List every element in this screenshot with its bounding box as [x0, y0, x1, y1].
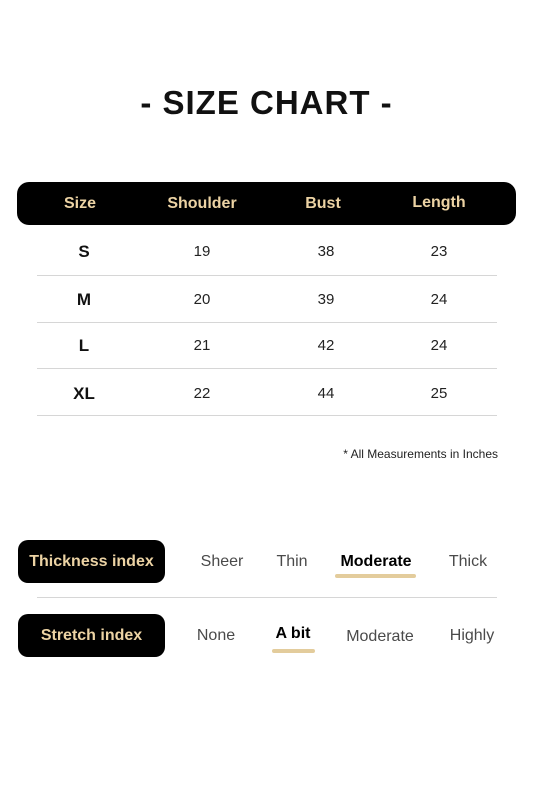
cell-shoulder: 21 — [193, 337, 211, 354]
cell-shoulder: 22 — [193, 385, 211, 402]
row-divider — [37, 368, 497, 369]
cell-size: M — [76, 290, 92, 309]
table-header — [17, 182, 516, 225]
cell-length: 24 — [430, 337, 448, 354]
header-shoulder: Shoulder — [167, 195, 237, 212]
stretch-option-a-bit: A bit — [275, 625, 311, 642]
thickness-option-thick: Thick — [448, 553, 488, 570]
thickness-option-thin: Thin — [276, 553, 308, 570]
cell-bust: 38 — [317, 243, 335, 260]
header-size: Size — [63, 195, 96, 212]
cell-size: L — [78, 336, 90, 355]
cell-bust: 39 — [317, 291, 335, 308]
thickness-option-moderate: Moderate — [340, 553, 412, 570]
page-title: - SIZE CHART - — [140, 84, 393, 121]
table-row — [37, 370, 497, 417]
cell-shoulder: 19 — [193, 243, 211, 260]
cell-length: 24 — [430, 291, 448, 308]
table-row — [37, 228, 497, 275]
table-row — [37, 276, 497, 323]
measurement-note: * All Measurements in Inches — [343, 447, 498, 461]
cell-size: XL — [73, 384, 95, 403]
stretch-selected-underline — [272, 649, 315, 653]
thickness-selected-underline — [335, 574, 416, 578]
cell-length: 25 — [430, 385, 448, 402]
thickness-option-sheer: Sheer — [200, 553, 244, 570]
cell-bust: 44 — [317, 385, 335, 402]
header-bust: Bust — [305, 195, 341, 212]
header-length: Length — [412, 194, 466, 211]
cell-shoulder: 20 — [193, 291, 211, 308]
stretch-option-moderate: Moderate — [346, 628, 414, 645]
section-divider — [37, 597, 497, 598]
thickness-index-label: Thickness index — [18, 540, 165, 583]
cell-bust: 42 — [317, 337, 335, 354]
cell-size: S — [78, 242, 90, 261]
cell-length: 23 — [430, 243, 448, 260]
table-row — [37, 322, 497, 369]
stretch-option-highly: Highly — [449, 627, 495, 644]
row-divider — [37, 415, 497, 416]
stretch-index-label: Stretch index — [18, 614, 165, 657]
stretch-option-none: None — [196, 627, 236, 644]
